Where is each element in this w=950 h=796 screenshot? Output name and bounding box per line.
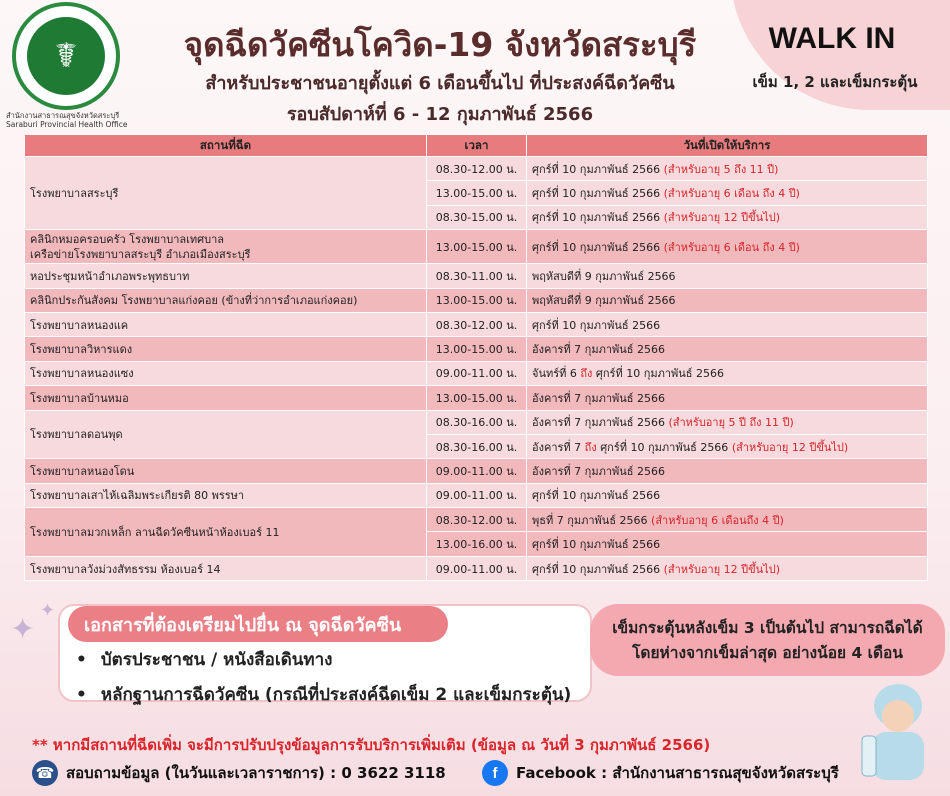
place-cell: โรงพยาบาลหนองโดน: [25, 459, 427, 483]
week-range: รอบสัปดาห์ที่ 6 - 12 กุมภาพันธ์ 2566: [286, 104, 594, 125]
page-title: จุดฉีดวัคซีนโควิด-19 จังหวัดสระบุรี: [183, 25, 697, 64]
date-text: ศุกร์ที่ 10 กุมภาพันธ์ 2566: [595, 367, 725, 381]
date-cell: [527, 157, 928, 181]
time-cell: 09.00-11.00 น.: [427, 459, 527, 483]
date-text: อังคารที่ 7 กุมภาพันธ์ 2566: [532, 416, 665, 430]
date-cell: [527, 205, 928, 229]
date-cell: พฤหัสบดีที่ 9 กุมภาพันธ์ 2566: [527, 264, 928, 288]
date-text: จันทร์ที่ 6: [532, 367, 577, 381]
time-cell: 08.30-12.00 น.: [427, 157, 527, 181]
date-cell: อังคารที่ 7 กุมภาพันธ์ 2566: [527, 337, 928, 361]
date-text: ศุกร์ที่ 10 กุมภาพันธ์ 2566: [532, 162, 661, 176]
table-header-row: [25, 135, 928, 157]
list-item: • บัตรประชาชน / หนังสือเดินทาง: [76, 646, 571, 673]
place-cell: โรงพยาบาลหนองแซง: [25, 361, 427, 385]
date-cell: อังคารที่ 7 กุมภาพันธ์ 2566: [527, 386, 928, 410]
table-row: [25, 508, 928, 532]
time-cell: 13.00-15.00 น.: [427, 181, 527, 205]
place-cell: โรงพยาบาลวังม่วงสัทธรรม ห้องเบอร์ 14: [25, 556, 427, 580]
place-cell: โรงพยาบาลเสาไห้เฉลิมพระเกียรติ 80 พรรษา: [25, 483, 427, 507]
contact-text: สอบถามข้อมูล (ในวันและเวลาราชการ) : 0 3622 3118: [66, 764, 446, 782]
age-note: (สำหรับอายุ 12 ปีขึ้นไป): [663, 211, 780, 225]
place-cell: โรงพยาบาลวิหารแดง: [25, 337, 427, 361]
time-cell: 08.30-11.00 น.: [427, 264, 527, 288]
phone-icon: ☎: [32, 760, 58, 786]
place-cell: โรงพยาบาลหนองแค: [25, 312, 427, 336]
date-cell: [527, 361, 928, 385]
age-note: (สำหรับอายุ 6 เดือน ถึง 4 ปี): [663, 187, 800, 201]
date-cell: [527, 508, 928, 532]
sparkle-icon: ✦: [10, 612, 36, 647]
documents-list: [76, 646, 571, 716]
walkin-subtitle: เข็ม 1, 2 และเข็มกระตุ้น: [752, 73, 918, 91]
date-text: อังคารที่ 7: [532, 440, 582, 454]
time-cell: 08.30-16.00 น.: [427, 434, 527, 458]
booster-line: โดยห่างจากเข็มล่าสุด อย่างน้อย 4 เดือน: [632, 644, 903, 662]
place-cell: โรงพยาบาลบ้านหมอ: [25, 386, 427, 410]
documents-header: เอกสารที่ต้องเตรียมไปยื่น ณ จุดฉีดวัคซีน: [68, 606, 448, 642]
nurse-illustration-icon: [858, 676, 938, 786]
place-cell: หอประชุมหน้าอำเภอพระพุทธบาท: [25, 264, 427, 288]
time-cell: 08.30-16.00 น.: [427, 410, 527, 434]
column-header-time: เวลา: [427, 135, 527, 157]
date-text: ศุกร์ที่ 10 กุมภาพันธ์ 2566: [532, 240, 661, 254]
caduceus-icon: ☤: [27, 17, 105, 95]
date-cell: [527, 181, 928, 205]
time-cell: 13.00-15.00 น.: [427, 288, 527, 312]
age-note: (สำหรับอายุ 12 ปีขึ้นไป): [731, 440, 849, 454]
place-cell: โรงพยาบาลสระบุรี: [25, 157, 427, 230]
date-cell: อังคารที่ 7 กุมภาพันธ์ 2566: [527, 459, 928, 483]
contact-info: [32, 760, 446, 786]
time-cell: 13.00-16.00 น.: [427, 532, 527, 556]
column-header-date: วันที่เปิดให้บริการ: [527, 135, 928, 157]
date-text: พุธที่ 7 กุมภาพันธ์ 2566: [532, 513, 648, 527]
table-row: [25, 483, 928, 507]
walkin-title: WALK IN: [768, 22, 896, 55]
table-row: [25, 230, 928, 264]
booster-callout: [590, 604, 945, 676]
time-cell: 09.00-11.00 น.: [427, 556, 527, 580]
table-row: [25, 288, 928, 312]
table-row: [25, 361, 928, 385]
date-text: ศุกร์ที่ 10 กุมภาพันธ์ 2566: [532, 562, 661, 576]
facebook-info: [482, 760, 839, 786]
place-cell: โรงพยาบาลมวกเหล็ก ลานฉีดวัคซีนหน้าห้องเบอร์ 11: [25, 508, 427, 557]
time-cell: 09.00-11.00 น.: [427, 483, 527, 507]
date-cell: [527, 556, 928, 580]
table-row: [25, 459, 928, 483]
time-cell: 08.30-12.00 น.: [427, 312, 527, 336]
table-row: [25, 386, 928, 410]
date-cell: [527, 230, 928, 264]
table-row: [25, 264, 928, 288]
place-cell: [25, 230, 427, 264]
time-cell: 13.00-15.00 น.: [427, 386, 527, 410]
place-cell: คลินิกประกันสังคม โรงพยาบาลแก่งคอย (ข้างที่ว่าการอำเภอแก่งคอย): [25, 288, 427, 312]
time-cell: 13.00-15.00 น.: [427, 230, 527, 264]
date-connector: ถึง: [580, 367, 593, 381]
date-text: ศุกร์ที่ 10 กุมภาพันธ์ 2566: [600, 440, 729, 454]
ministry-logo: [12, 2, 120, 110]
place-line: เครือข่ายโรงพยาบาลสระบุรี อำเภอเมืองสระบุรี: [30, 247, 251, 261]
footer-note: ** หากมีสถานที่ฉีดเพิ่ม จะมีการปรับปรุงข้อมูลการรับบริการเพิ่มเติม (ข้อมูล ณ วันที่ 3 กุมภาพันธ์ 2566): [32, 736, 711, 754]
page-subtitle: สำหรับประชาชนอายุตั้งแต่ 6 เดือนขึ้นไป ที่ประสงค์ฉีดวัคซีน: [205, 73, 675, 94]
schedule-table: [24, 134, 928, 581]
date-cell: ศุกร์ที่ 10 กุมภาพันธ์ 2566: [527, 532, 928, 556]
column-header-place: สถานที่ฉีด: [25, 135, 427, 157]
date-cell: ศุกร์ที่ 10 กุมภาพันธ์ 2566: [527, 312, 928, 336]
list-item: • หลักฐานการฉีดวัคซีน (กรณีที่ประสงค์ฉีดเข็ม 2 และเข็มกระตุ้น): [76, 681, 571, 708]
age-note: (สำหรับอายุ 12 ปีขึ้นไป): [663, 562, 780, 576]
place-line: คลินิกหมอครอบครัว โรงพยาบาลเทศบาล: [30, 232, 225, 246]
age-note: (สำหรับอายุ 5 ถึง 11 ปี): [663, 162, 779, 176]
table-row: [25, 337, 928, 361]
date-cell: พฤหัสบดีที่ 9 กุมภาพันธ์ 2566: [527, 288, 928, 312]
sparkle-icon: ✦: [40, 600, 56, 621]
place-cell: โรงพยาบาลดอนพุด: [25, 410, 427, 459]
org-name-en: Saraburi Provincial Health Office: [6, 120, 128, 129]
time-cell: 09.00-11.00 น.: [427, 361, 527, 385]
time-cell: 08.30-12.00 น.: [427, 508, 527, 532]
table-row: [25, 556, 928, 580]
table-row: [25, 312, 928, 336]
date-text: ศุกร์ที่ 10 กุมภาพันธ์ 2566: [532, 211, 661, 225]
age-note: (สำหรับอายุ 5 ปี ถึง 11 ปี): [668, 416, 794, 430]
facebook-icon: f: [482, 760, 508, 786]
date-connector: ถึง: [584, 440, 597, 454]
date-cell: [527, 410, 928, 434]
date-cell: ศุกร์ที่ 10 กุมภาพันธ์ 2566: [527, 483, 928, 507]
date-text: ศุกร์ที่ 10 กุมภาพันธ์ 2566: [532, 187, 661, 201]
org-name-th: สำนักงานสาธารณสุขจังหวัดสระบุรี: [6, 111, 120, 120]
age-note: (สำหรับอายุ 6 เดือนถึง 4 ปี): [651, 513, 784, 527]
table-row: [25, 157, 928, 181]
time-cell: 08.30-15.00 น.: [427, 205, 527, 229]
facebook-text: Facebook : สำนักงานสาธารณสุขจังหวัดสระบุรี: [516, 764, 839, 782]
time-cell: 13.00-15.00 น.: [427, 337, 527, 361]
booster-line: เข็มกระตุ้นหลังเข็ม 3 เป็นต้นไป สามารถฉีดได้: [612, 619, 923, 637]
date-cell: [527, 434, 928, 458]
table-row: [25, 410, 928, 434]
age-note: (สำหรับอายุ 6 เดือน ถึง 4 ปี): [663, 240, 800, 254]
